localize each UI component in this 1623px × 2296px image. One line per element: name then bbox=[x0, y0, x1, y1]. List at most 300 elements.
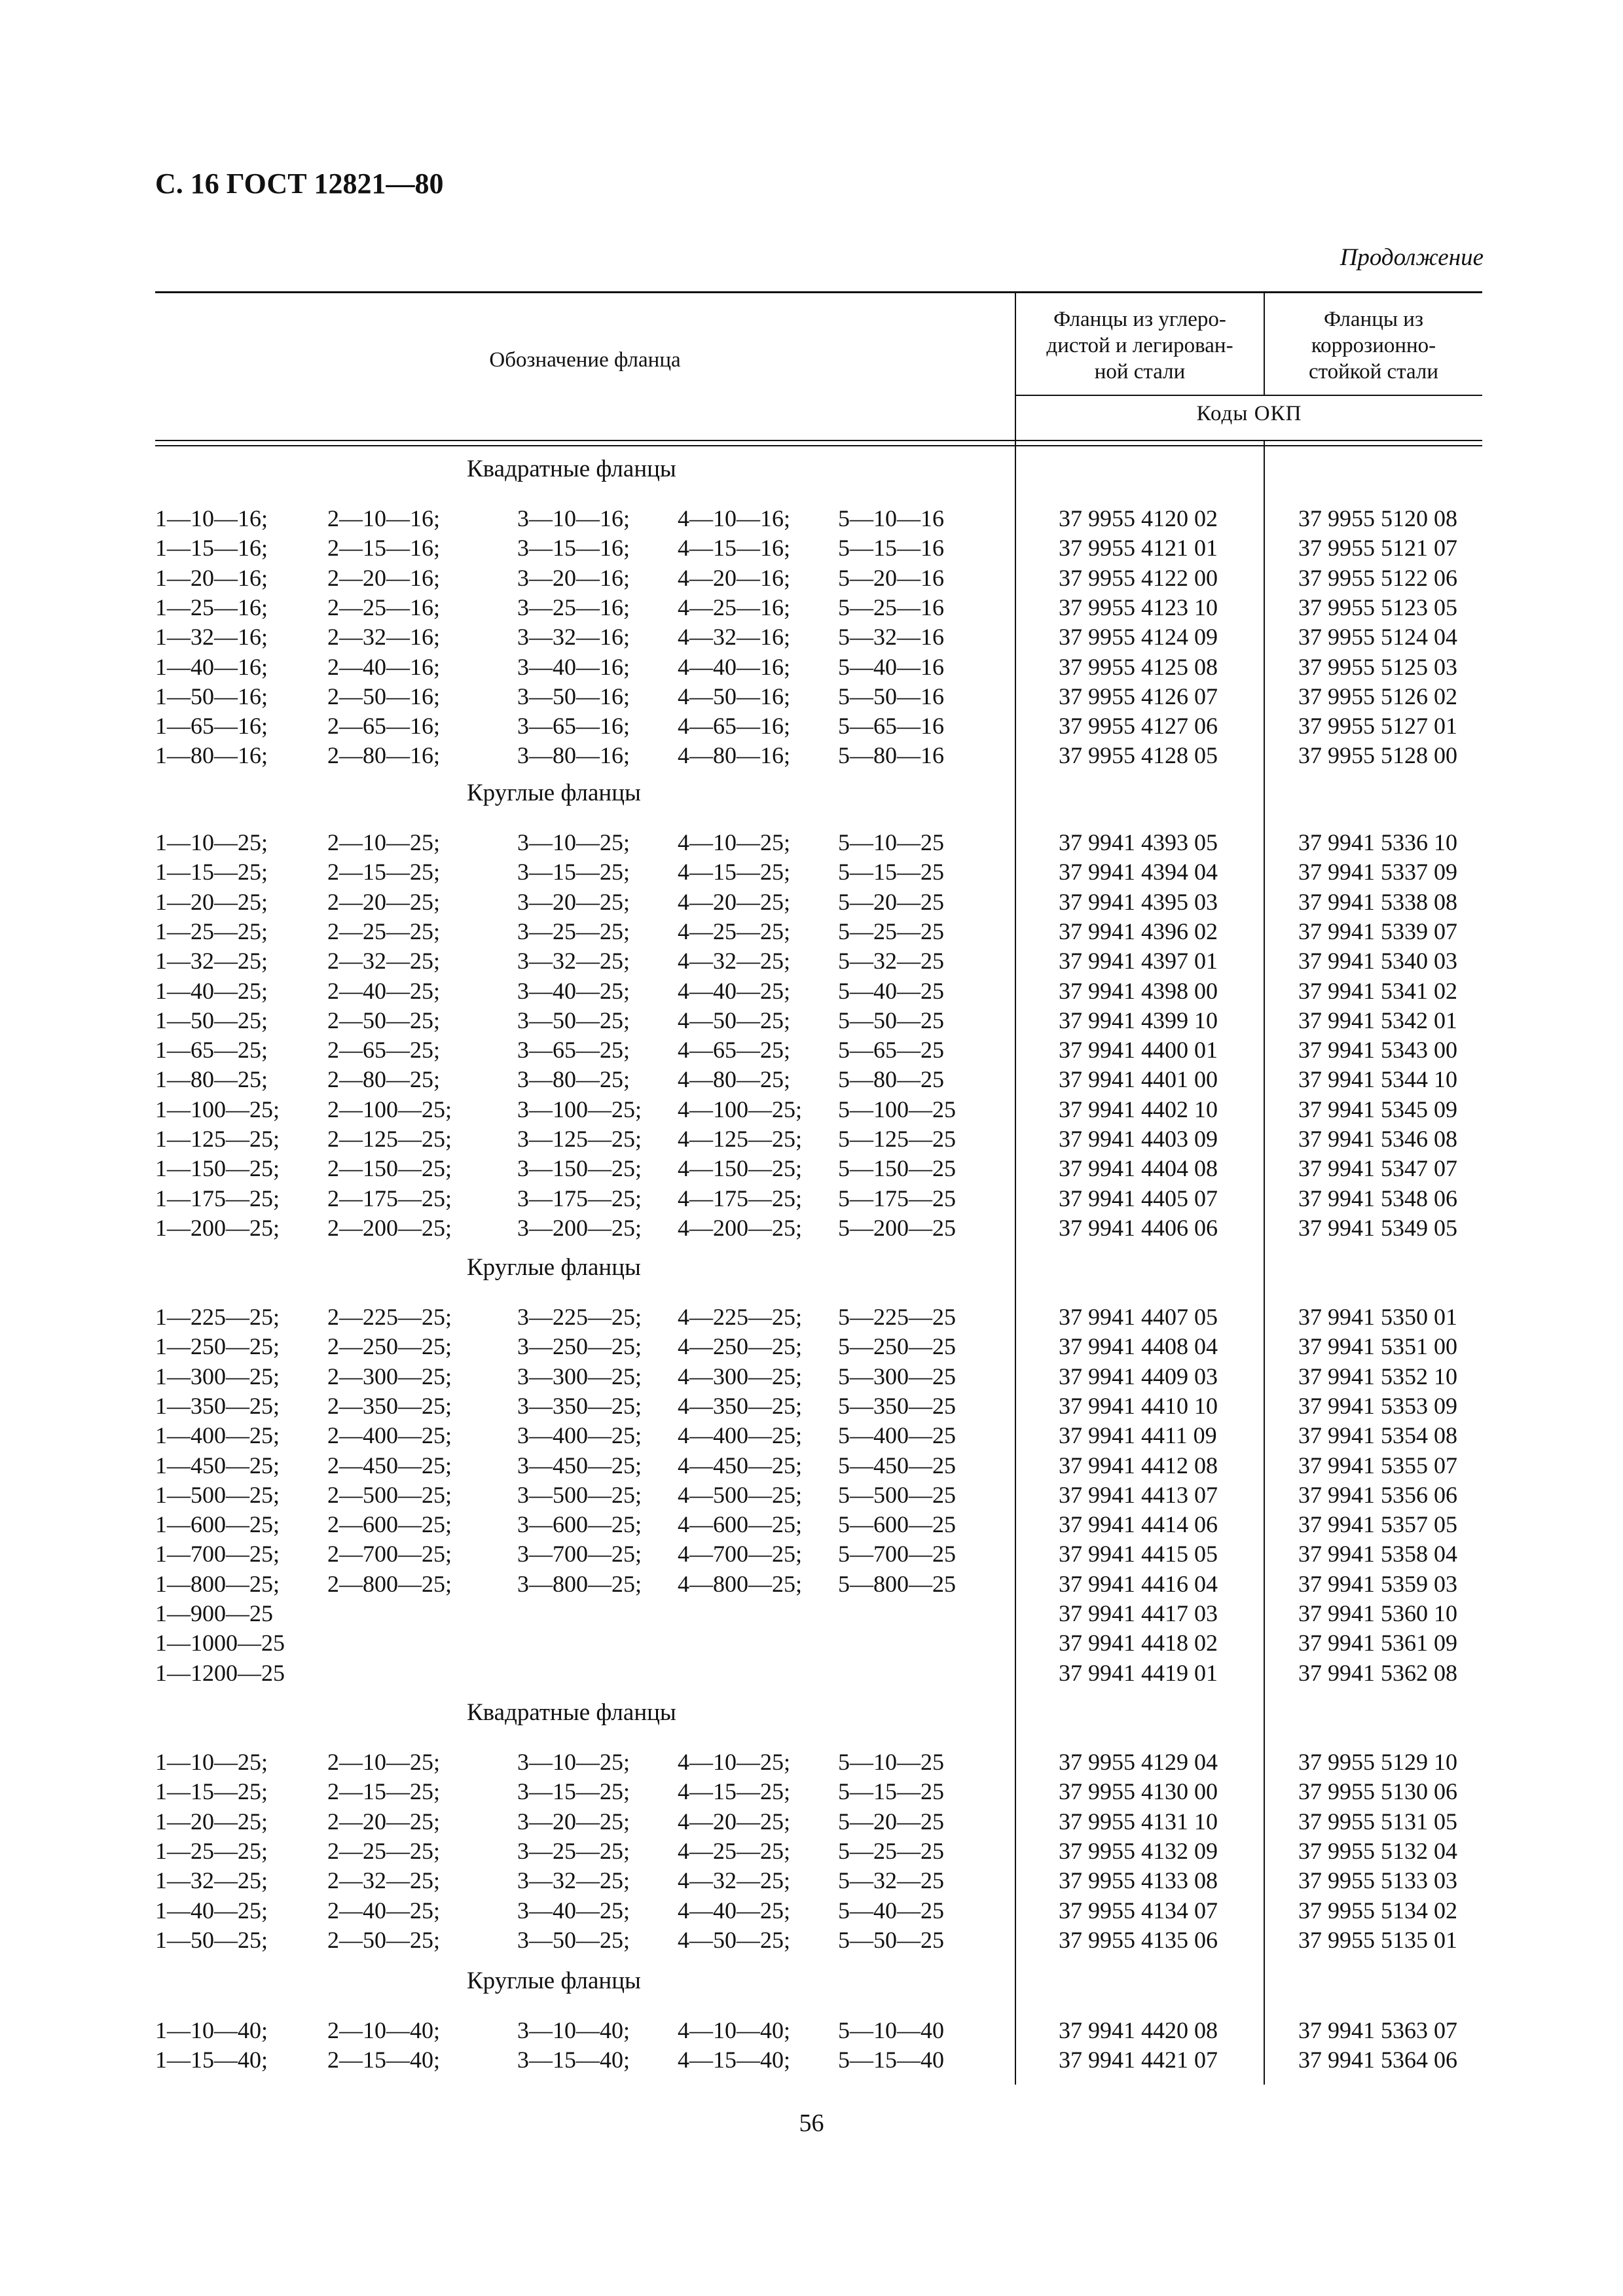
flange-designation-cell: 3—32—25; bbox=[517, 948, 630, 975]
stainless-steel-okp-code: 37 9941 5345 09 bbox=[1298, 1096, 1457, 1122]
table-row bbox=[0, 682, 1623, 711]
flange-designation-cell: 1—20—25; bbox=[155, 888, 268, 915]
section-title: Круглые фланцы bbox=[467, 780, 641, 806]
flange-designation-cell: 1—32—25; bbox=[155, 1867, 268, 1894]
stainless-steel-okp-code: 37 9955 5123 05 bbox=[1298, 594, 1457, 620]
flange-designation-cell: 5—15—40 bbox=[838, 2047, 944, 2073]
table-row bbox=[0, 1570, 1623, 1599]
stainless-steel-header bbox=[1265, 306, 1482, 385]
header-bottom-rule-1 bbox=[155, 440, 1482, 441]
carbon-steel-okp-code: 37 9955 4130 00 bbox=[1059, 1778, 1218, 1805]
flange-designation-cell: 3—700—25; bbox=[517, 1541, 642, 1568]
flange-designation-cell: 1—800—25; bbox=[155, 1570, 280, 1597]
table-row bbox=[0, 533, 1623, 563]
flange-designation-cell: 1—50—25; bbox=[155, 1926, 268, 1953]
table-row bbox=[0, 1362, 1623, 1391]
section-title: Квадратные фланцы bbox=[467, 1699, 676, 1726]
flange-designation-cell: 4—500—25; bbox=[678, 1481, 803, 1508]
flange-designation-cell: 4—10—25; bbox=[678, 1749, 791, 1775]
carbon-steel-okp-code: 37 9941 4402 10 bbox=[1059, 1096, 1218, 1122]
flange-designation-cell: 2—50—25; bbox=[327, 1926, 441, 1953]
flange-designation-cell: 2—600—25; bbox=[327, 1511, 452, 1538]
flange-designation-cell: 1—50—25; bbox=[155, 1007, 268, 1033]
flange-designation-cell: 3—20—25; bbox=[517, 888, 630, 915]
carbon-steel-okp-code: 37 9941 4394 04 bbox=[1059, 859, 1218, 886]
carbon-steel-okp-code: 37 9955 4124 09 bbox=[1059, 624, 1218, 651]
flange-designation-cell: 2—175—25; bbox=[327, 1185, 452, 1211]
stainless-steel-okp-code: 37 9955 5134 02 bbox=[1298, 1897, 1457, 1924]
carbon-steel-okp-code: 37 9955 4123 10 bbox=[1059, 594, 1218, 620]
flange-designation-cell: 3—500—25; bbox=[517, 1481, 642, 1508]
stainless-steel-okp-code: 37 9955 5121 07 bbox=[1298, 535, 1457, 562]
flange-designation-cell: 4—400—25; bbox=[678, 1422, 803, 1449]
flange-designation-cell: 2—32—25; bbox=[327, 1867, 441, 1894]
flange-designation-cell: 1—65—16; bbox=[155, 713, 268, 740]
flange-designation-cell: 4—15—16; bbox=[678, 535, 791, 562]
flange-designation-cell: 3—20—25; bbox=[517, 1808, 630, 1835]
flange-designation-cell: 2—10—16; bbox=[327, 505, 441, 531]
carbon-steel-okp-code: 37 9941 4417 03 bbox=[1059, 1600, 1218, 1626]
stainless-steel-okp-code: 37 9941 5350 01 bbox=[1298, 1304, 1457, 1330]
stainless-steel-okp-code: 37 9941 5361 09 bbox=[1298, 1630, 1457, 1657]
flange-designation-cell: 4—10—25; bbox=[678, 829, 791, 855]
stainless-steel-okp-code: 37 9955 5129 10 bbox=[1298, 1749, 1457, 1775]
flange-designation-cell: 1—900—25 bbox=[155, 1600, 273, 1626]
flange-designation-cell: 5—50—16 bbox=[838, 683, 944, 709]
stainless-steel-okp-code: 37 9941 5356 06 bbox=[1298, 1481, 1457, 1508]
flange-designation-cell: 2—20—16; bbox=[327, 564, 441, 591]
stainless-steel-okp-code: 37 9941 5351 00 bbox=[1298, 1333, 1457, 1360]
flange-designation-cell: 1—1200—25 bbox=[155, 1659, 285, 1686]
carbon-steel-header-line-2: дистой и легирован- bbox=[1046, 334, 1233, 357]
carbon-steel-okp-code: 37 9941 4412 08 bbox=[1059, 1452, 1218, 1479]
stainless-steel-okp-code: 37 9941 5355 07 bbox=[1298, 1452, 1457, 1479]
flange-designation-cell: 4—15—40; bbox=[678, 2047, 791, 2073]
stainless-steel-okp-code: 37 9955 5133 03 bbox=[1298, 1867, 1457, 1894]
stainless-steel-header-line-3: стойкой стали bbox=[1308, 360, 1439, 384]
flange-designation-cell: 2—10—25; bbox=[327, 829, 441, 855]
carbon-steel-okp-code: 37 9955 4126 07 bbox=[1059, 683, 1218, 709]
table-row bbox=[0, 977, 1623, 1006]
codes-divider-rule bbox=[1016, 395, 1482, 396]
table-row bbox=[0, 1065, 1623, 1094]
flange-designation-cell: 5—100—25 bbox=[838, 1096, 956, 1122]
table-row bbox=[0, 2016, 1623, 2045]
flange-designation-cell: 5—15—25 bbox=[838, 859, 944, 886]
table-row bbox=[0, 1896, 1623, 1926]
flange-designation-cell: 1—400—25; bbox=[155, 1422, 280, 1449]
stainless-steel-header-line-2: коррозионно- bbox=[1311, 334, 1436, 357]
flange-designation-cell: 3—80—16; bbox=[517, 742, 630, 769]
table-top-rule bbox=[155, 291, 1482, 293]
flange-designation-cell: 5—200—25 bbox=[838, 1214, 956, 1241]
flange-designation-cell: 5—300—25 bbox=[838, 1363, 956, 1390]
flange-designation-cell: 4—50—16; bbox=[678, 683, 791, 709]
flange-designation-cell: 3—15—16; bbox=[517, 535, 630, 562]
table-row bbox=[0, 946, 1623, 976]
flange-designation-cell: 2—80—25; bbox=[327, 1066, 441, 1093]
flange-designation-cell: 3—25—16; bbox=[517, 594, 630, 620]
carbon-steel-okp-code: 37 9955 4120 02 bbox=[1059, 505, 1218, 531]
flange-designation-cell: 3—10—40; bbox=[517, 2017, 630, 2043]
okp-codes-header: Коды ОКП bbox=[1196, 402, 1302, 425]
flange-designation-cell: 4—65—25; bbox=[678, 1037, 791, 1064]
carbon-steel-okp-code: 37 9955 4133 08 bbox=[1059, 1867, 1218, 1894]
flange-designation-cell: 4—25—25; bbox=[678, 1837, 791, 1864]
carbon-steel-okp-code: 37 9955 4132 09 bbox=[1059, 1837, 1218, 1864]
flange-designation-cell: 5—15—16 bbox=[838, 535, 944, 562]
table-row bbox=[0, 1124, 1623, 1154]
carbon-steel-header-line-1: Фланцы из углеро- bbox=[1053, 308, 1226, 331]
table-row bbox=[0, 828, 1623, 857]
carbon-steel-okp-code: 37 9955 4122 00 bbox=[1059, 564, 1218, 591]
stainless-steel-okp-code: 37 9941 5340 03 bbox=[1298, 948, 1457, 975]
stainless-steel-okp-code: 37 9955 5130 06 bbox=[1298, 1778, 1457, 1805]
table-row bbox=[0, 1510, 1623, 1539]
page-number: 56 bbox=[799, 2109, 824, 2137]
flange-designation-cell: 2—25—25; bbox=[327, 918, 441, 944]
flange-designation-cell: 3—32—25; bbox=[517, 1867, 630, 1894]
flange-designation-cell: 1—40—16; bbox=[155, 653, 268, 680]
flange-designation-cell: 3—40—25; bbox=[517, 1897, 630, 1924]
flange-designation-cell: 2—250—25; bbox=[327, 1333, 452, 1360]
flange-designation-cell: 5—25—16 bbox=[838, 594, 944, 620]
flange-designation-cell: 1—15—16; bbox=[155, 535, 268, 562]
flange-designation-cell: 3—15—25; bbox=[517, 1778, 630, 1805]
carbon-steel-okp-code: 37 9941 4421 07 bbox=[1059, 2047, 1218, 2073]
flange-designation-cell: 2—350—25; bbox=[327, 1392, 452, 1419]
table-row bbox=[0, 1213, 1623, 1243]
flange-designation-cell: 5—175—25 bbox=[838, 1185, 956, 1211]
flange-designation-cell: 5—40—25 bbox=[838, 1897, 944, 1924]
flange-designation-cell: 2—50—16; bbox=[327, 683, 441, 709]
flange-designation-cell: 4—700—25; bbox=[678, 1541, 803, 1568]
flange-designation-cell: 1—20—16; bbox=[155, 564, 268, 591]
flange-designation-cell: 5—40—16 bbox=[838, 653, 944, 680]
flange-designation-cell: 1—300—25; bbox=[155, 1363, 280, 1390]
carbon-steel-okp-code: 37 9941 4418 02 bbox=[1059, 1630, 1218, 1657]
table-row bbox=[0, 1539, 1623, 1569]
flange-designation-cell: 5—32—25 bbox=[838, 948, 944, 975]
flange-designation-cell: 5—40—25 bbox=[838, 977, 944, 1004]
flange-designation-cell: 2—32—16; bbox=[327, 624, 441, 651]
table-row bbox=[0, 888, 1623, 917]
flange-designation-cell: 3—600—25; bbox=[517, 1511, 642, 1538]
flange-designation-cell: 2—10—25; bbox=[327, 1749, 441, 1775]
section-title: Круглые фланцы bbox=[467, 1967, 641, 1994]
flange-designation-cell: 4—15—25; bbox=[678, 859, 791, 886]
flange-designation-cell: 4—200—25; bbox=[678, 1214, 803, 1241]
flange-designation-cell: 5—400—25 bbox=[838, 1422, 956, 1449]
table-row bbox=[0, 1184, 1623, 1213]
flange-designation-cell: 1—32—25; bbox=[155, 948, 268, 975]
flange-designation-cell: 5—50—25 bbox=[838, 1007, 944, 1033]
flange-designation-cell: 2—800—25; bbox=[327, 1570, 452, 1597]
page-header: С. 16 ГОСТ 12821—80 bbox=[155, 168, 444, 200]
flange-designation-cell: 4—225—25; bbox=[678, 1304, 803, 1330]
flange-designation-cell: 3—25—25; bbox=[517, 918, 630, 944]
flange-designation-cell: 5—20—25 bbox=[838, 1808, 944, 1835]
stainless-steel-okp-code: 37 9941 5362 08 bbox=[1298, 1659, 1457, 1686]
table-row bbox=[0, 1154, 1623, 1183]
flange-designation-cell: 4—15—25; bbox=[678, 1778, 791, 1805]
flange-designation-cell: 1—1000—25 bbox=[155, 1630, 285, 1657]
flange-designation-cell: 4—800—25; bbox=[678, 1570, 803, 1597]
flange-designation-cell: 3—175—25; bbox=[517, 1185, 642, 1211]
flange-designation-cell: 2—40—16; bbox=[327, 653, 441, 680]
flange-designation-cell: 2—300—25; bbox=[327, 1363, 452, 1390]
flange-designation-cell: 3—15—25; bbox=[517, 859, 630, 886]
table-row bbox=[0, 1451, 1623, 1480]
stainless-steel-okp-code: 37 9955 5131 05 bbox=[1298, 1808, 1457, 1835]
table-row bbox=[0, 1659, 1623, 1688]
flange-designation-cell: 5—600—25 bbox=[838, 1511, 956, 1538]
flange-designation-cell: 3—65—25; bbox=[517, 1037, 630, 1064]
flange-designation-cell: 5—250—25 bbox=[838, 1333, 956, 1360]
flange-designation-cell: 2—450—25; bbox=[327, 1452, 452, 1479]
flange-designation-cell: 5—65—16 bbox=[838, 713, 944, 740]
carbon-steel-okp-code: 37 9941 4405 07 bbox=[1059, 1185, 1218, 1211]
flange-designation-cell: 2—15—25; bbox=[327, 859, 441, 886]
carbon-steel-okp-code: 37 9941 4411 09 bbox=[1059, 1422, 1217, 1449]
stainless-steel-okp-code: 37 9941 5336 10 bbox=[1298, 829, 1457, 855]
flange-designation-cell: 3—50—25; bbox=[517, 1007, 630, 1033]
flange-designation-cell: 3—50—25; bbox=[517, 1926, 630, 1953]
flange-designation-cell: 2—10—40; bbox=[327, 2017, 441, 2043]
flange-designation-cell: 2—40—25; bbox=[327, 977, 441, 1004]
carbon-steel-okp-code: 37 9955 4134 07 bbox=[1059, 1897, 1218, 1924]
table-row bbox=[0, 1006, 1623, 1035]
flange-designation-cell: 4—350—25; bbox=[678, 1392, 803, 1419]
flange-designation-cell: 4—20—25; bbox=[678, 1808, 791, 1835]
flange-designation-cell: 2—200—25; bbox=[327, 1214, 452, 1241]
stainless-steel-okp-code: 37 9955 5135 01 bbox=[1298, 1926, 1457, 1953]
flange-designation-cell: 1—700—25; bbox=[155, 1541, 280, 1568]
flange-designation-cell: 3—50—16; bbox=[517, 683, 630, 709]
flange-designation-cell: 5—350—25 bbox=[838, 1392, 956, 1419]
flange-designation-cell: 2—32—25; bbox=[327, 948, 441, 975]
stainless-steel-okp-code: 37 9941 5357 05 bbox=[1298, 1511, 1457, 1538]
flange-designation-cell: 2—65—16; bbox=[327, 713, 441, 740]
flange-designation-cell: 4—40—25; bbox=[678, 977, 791, 1004]
stainless-steel-okp-code: 37 9941 5359 03 bbox=[1298, 1570, 1457, 1597]
stainless-steel-okp-code: 37 9941 5358 04 bbox=[1298, 1541, 1457, 1568]
flange-designation-cell: 3—450—25; bbox=[517, 1452, 642, 1479]
stainless-steel-okp-code: 37 9955 5132 04 bbox=[1298, 1837, 1457, 1864]
table-row bbox=[0, 1302, 1623, 1332]
flange-designation-cell: 5—500—25 bbox=[838, 1481, 956, 1508]
table-row bbox=[0, 1926, 1623, 1955]
stainless-steel-okp-code: 37 9955 5122 06 bbox=[1298, 564, 1457, 591]
carbon-steel-okp-code: 37 9941 4399 10 bbox=[1059, 1007, 1218, 1033]
table-row bbox=[0, 1866, 1623, 1895]
table-row bbox=[0, 1628, 1623, 1658]
stainless-steel-okp-code: 37 9955 5120 08 bbox=[1298, 505, 1457, 531]
flange-designation-cell: 5—25—25 bbox=[838, 1837, 944, 1864]
carbon-steel-okp-code: 37 9955 4131 10 bbox=[1059, 1808, 1218, 1835]
flange-designation-cell: 1—10—40; bbox=[155, 2017, 268, 2043]
flange-designation-cell: 1—125—25; bbox=[155, 1126, 280, 1152]
flange-designation-cell: 3—125—25; bbox=[517, 1126, 642, 1152]
flange-designation-cell: 3—40—16; bbox=[517, 653, 630, 680]
flange-designation-cell: 4—32—25; bbox=[678, 1867, 791, 1894]
flange-designation-cell: 3—15—40; bbox=[517, 2047, 630, 2073]
flange-designation-cell: 2—500—25; bbox=[327, 1481, 452, 1508]
stainless-steel-okp-code: 37 9941 5343 00 bbox=[1298, 1037, 1457, 1064]
flange-designation-cell: 1—250—25; bbox=[155, 1333, 280, 1360]
carbon-steel-okp-code: 37 9941 4413 07 bbox=[1059, 1481, 1218, 1508]
flange-designation-cell: 5—10—25 bbox=[838, 829, 944, 855]
flange-designation-cell: 4—40—16; bbox=[678, 653, 791, 680]
flange-designation-cell: 2—125—25; bbox=[327, 1126, 452, 1152]
table-row bbox=[0, 593, 1623, 622]
flange-designation-cell: 1—225—25; bbox=[155, 1304, 280, 1330]
flange-designation-cell: 4—50—25; bbox=[678, 1926, 791, 1953]
flange-designation-cell: 5—800—25 bbox=[838, 1570, 956, 1597]
stainless-steel-okp-code: 37 9955 5127 01 bbox=[1298, 713, 1457, 740]
continuation-label: Продолжение bbox=[1340, 244, 1484, 271]
flange-designation-cell: 4—100—25; bbox=[678, 1096, 803, 1122]
flange-designation-cell: 2—25—25; bbox=[327, 1837, 441, 1864]
table-row bbox=[0, 564, 1623, 593]
flange-designation-cell: 1—100—25; bbox=[155, 1096, 280, 1122]
table-row bbox=[0, 1807, 1623, 1837]
flange-designation-cell: 1—65—25; bbox=[155, 1037, 268, 1064]
stainless-steel-okp-code: 37 9941 5338 08 bbox=[1298, 888, 1457, 915]
flange-designation-cell: 5—50—25 bbox=[838, 1926, 944, 1953]
flange-designation-cell: 5—32—16 bbox=[838, 624, 944, 651]
flange-designation-cell: 4—25—25; bbox=[678, 918, 791, 944]
flange-designation-cell: 1—15—25; bbox=[155, 1778, 268, 1805]
flange-designation-cell: 4—175—25; bbox=[678, 1185, 803, 1211]
table-row bbox=[0, 857, 1623, 887]
flange-designation-cell: 5—80—16 bbox=[838, 742, 944, 769]
flange-designation-cell: 5—10—16 bbox=[838, 505, 944, 531]
section-title: Квадратные фланцы bbox=[467, 456, 676, 482]
flange-designation-cell: 5—20—25 bbox=[838, 888, 944, 915]
carbon-steel-okp-code: 37 9941 4409 03 bbox=[1059, 1363, 1218, 1390]
flange-designation-cell: 3—10—16; bbox=[517, 505, 630, 531]
stainless-steel-okp-code: 37 9941 5344 10 bbox=[1298, 1066, 1457, 1093]
stainless-steel-okp-code: 37 9941 5363 07 bbox=[1298, 2017, 1457, 2043]
flange-designation-cell: 4—80—25; bbox=[678, 1066, 791, 1093]
flange-designation-cell: 5—10—25 bbox=[838, 1749, 944, 1775]
flange-designation-cell: 5—32—25 bbox=[838, 1867, 944, 1894]
carbon-steel-okp-code: 37 9941 4416 04 bbox=[1059, 1570, 1218, 1597]
carbon-steel-okp-code: 37 9941 4396 02 bbox=[1059, 918, 1218, 944]
flange-designation-cell: 3—32—16; bbox=[517, 624, 630, 651]
flange-designation-cell: 2—15—40; bbox=[327, 2047, 441, 2073]
flange-designation-cell: 1—50—16; bbox=[155, 683, 268, 709]
flange-designation-cell: 1—500—25; bbox=[155, 1481, 280, 1508]
table-row bbox=[0, 622, 1623, 652]
flange-designation-cell: 3—10—25; bbox=[517, 829, 630, 855]
flange-designation-cell: 1—80—25; bbox=[155, 1066, 268, 1093]
stainless-steel-okp-code: 37 9941 5360 10 bbox=[1298, 1600, 1457, 1626]
stainless-steel-okp-code: 37 9941 5354 08 bbox=[1298, 1422, 1457, 1449]
table-row bbox=[0, 917, 1623, 946]
flange-designation-cell: 4—50—25; bbox=[678, 1007, 791, 1033]
section-title: Круглые фланцы bbox=[467, 1254, 641, 1281]
carbon-steel-okp-code: 37 9955 4127 06 bbox=[1059, 713, 1218, 740]
flange-designation-cell: 3—20—16; bbox=[517, 564, 630, 591]
table-row bbox=[0, 1480, 1623, 1510]
table-row bbox=[0, 1748, 1623, 1777]
flange-designation-cell: 2—100—25; bbox=[327, 1096, 452, 1122]
stainless-steel-header-line-1: Фланцы из bbox=[1324, 308, 1423, 331]
flange-designation-cell: 3—150—25; bbox=[517, 1155, 642, 1182]
flange-designation-cell: 4—10—40; bbox=[678, 2017, 791, 2043]
carbon-steel-okp-code: 37 9955 4135 06 bbox=[1059, 1926, 1218, 1953]
table-row bbox=[0, 741, 1623, 770]
flange-designation-cell: 2—400—25; bbox=[327, 1422, 452, 1449]
stainless-steel-okp-code: 37 9941 5352 10 bbox=[1298, 1363, 1457, 1390]
flange-designation-cell: 3—300—25; bbox=[517, 1363, 642, 1390]
stainless-steel-okp-code: 37 9941 5353 09 bbox=[1298, 1392, 1457, 1419]
carbon-steel-okp-code: 37 9941 4410 10 bbox=[1059, 1392, 1218, 1419]
flange-designation-cell: 4—300—25; bbox=[678, 1363, 803, 1390]
stainless-steel-okp-code: 37 9941 5364 06 bbox=[1298, 2047, 1457, 2073]
flange-designation-cell: 4—20—16; bbox=[678, 564, 791, 591]
flange-designation-cell: 3—800—25; bbox=[517, 1570, 642, 1597]
flange-designation-cell: 5—150—25 bbox=[838, 1155, 956, 1182]
flange-designation-cell: 2—25—16; bbox=[327, 594, 441, 620]
carbon-steel-okp-code: 37 9941 4393 05 bbox=[1059, 829, 1218, 855]
flange-designation-cell: 3—350—25; bbox=[517, 1392, 642, 1419]
flange-designation-cell: 5—65—25 bbox=[838, 1037, 944, 1064]
flange-designation-cell: 1—15—25; bbox=[155, 859, 268, 886]
flange-designation-cell: 4—600—25; bbox=[678, 1511, 803, 1538]
flange-designation-cell: 1—20—25; bbox=[155, 1808, 268, 1835]
flange-designation-cell: 1—40—25; bbox=[155, 1897, 268, 1924]
flange-designation-cell: 2—50—25; bbox=[327, 1007, 441, 1033]
flange-designation-cell: 5—25—25 bbox=[838, 918, 944, 944]
stainless-steel-okp-code: 37 9955 5124 04 bbox=[1298, 624, 1457, 651]
flange-designation-cell: 1—175—25; bbox=[155, 1185, 280, 1211]
flange-designation-cell: 5—125—25 bbox=[838, 1126, 956, 1152]
flange-designation-cell: 5—450—25 bbox=[838, 1452, 956, 1479]
flange-designation-cell: 1—600—25; bbox=[155, 1511, 280, 1538]
flange-designation-cell: 1—40—25; bbox=[155, 977, 268, 1004]
stainless-steel-okp-code: 37 9941 5347 07 bbox=[1298, 1155, 1457, 1182]
table-row bbox=[0, 1421, 1623, 1450]
carbon-steel-okp-code: 37 9955 4129 04 bbox=[1059, 1749, 1218, 1775]
carbon-steel-header bbox=[1016, 306, 1264, 385]
carbon-steel-okp-code: 37 9941 4406 06 bbox=[1059, 1214, 1218, 1241]
flange-designation-cell: 4—32—25; bbox=[678, 948, 791, 975]
flange-designation-cell: 3—25—25; bbox=[517, 1837, 630, 1864]
flange-designation-cell: 1—80—16; bbox=[155, 742, 268, 769]
table-row bbox=[0, 1332, 1623, 1361]
flange-designation-cell: 3—40—25; bbox=[517, 977, 630, 1004]
flange-designation-cell: 1—350—25; bbox=[155, 1392, 280, 1419]
flange-designation-cell: 2—65—25; bbox=[327, 1037, 441, 1064]
flange-designation-cell: 4—250—25; bbox=[678, 1333, 803, 1360]
flange-designation-cell: 3—225—25; bbox=[517, 1304, 642, 1330]
flange-designation-cell: 2—20—25; bbox=[327, 1808, 441, 1835]
flange-designation-cell: 2—80—16; bbox=[327, 742, 441, 769]
carbon-steel-okp-code: 37 9941 4407 05 bbox=[1059, 1304, 1218, 1330]
stainless-steel-okp-code: 37 9941 5348 06 bbox=[1298, 1185, 1457, 1211]
table-row bbox=[0, 1391, 1623, 1421]
carbon-steel-okp-code: 37 9941 4401 00 bbox=[1059, 1066, 1218, 1093]
carbon-steel-okp-code: 37 9941 4414 06 bbox=[1059, 1511, 1218, 1538]
flange-designation-cell: 3—80—25; bbox=[517, 1066, 630, 1093]
flange-designation-cell: 2—15—25; bbox=[327, 1778, 441, 1805]
stainless-steel-okp-code: 37 9941 5341 02 bbox=[1298, 977, 1457, 1004]
stainless-steel-okp-code: 37 9941 5339 07 bbox=[1298, 918, 1457, 944]
flange-designation-cell: 4—10—16; bbox=[678, 505, 791, 531]
